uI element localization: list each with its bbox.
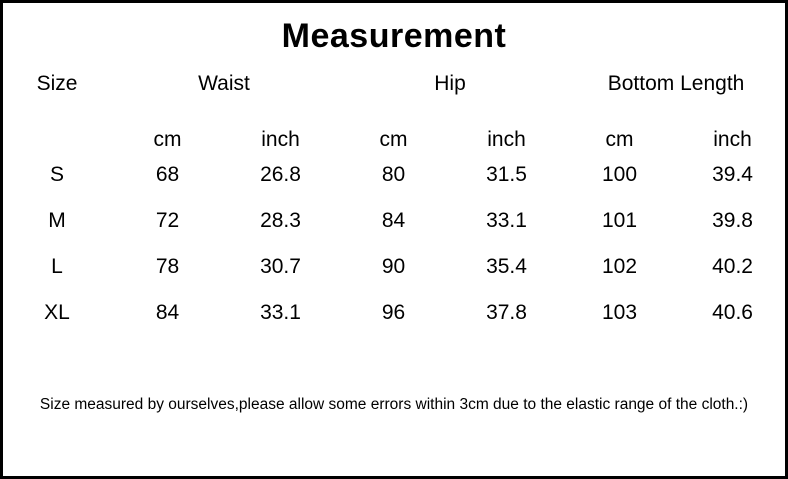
- measurement-footnote: Size measured by ourselves,please allow some errors within 3cm due to the elastic range of the cloth.:): [39, 395, 749, 413]
- cell-length-inch: 40.6: [712, 301, 753, 324]
- unit-spacer: [3, 108, 111, 152]
- cell-length-inch: 39.4: [712, 163, 753, 186]
- cell-hip-cm: 80: [381, 163, 406, 186]
- column-header-bottom-length: Bottom Length: [607, 72, 745, 95]
- cell-waist-inch: 30.7: [260, 255, 301, 278]
- unit-hip-cm: cm: [379, 128, 408, 151]
- cell-hip-cm: 96: [381, 301, 406, 324]
- measurement-table: [3, 60, 788, 336]
- cell-waist-inch: 33.1: [260, 301, 301, 324]
- cell-hip-inch: 33.1: [486, 209, 527, 232]
- unit-waist-cm: cm: [153, 128, 182, 151]
- table-row: [3, 290, 788, 336]
- cell-hip-cm: 90: [381, 255, 406, 278]
- cell-waist-cm: 68: [155, 163, 180, 186]
- cell-waist-cm: 72: [155, 209, 180, 232]
- table-header-groups: [3, 60, 788, 108]
- unit-length-inch: inch: [713, 128, 752, 151]
- cell-size: S: [49, 163, 64, 186]
- column-header-waist: Waist: [198, 72, 250, 95]
- cell-waist-inch: 26.8: [260, 163, 301, 186]
- unit-length-cm: cm: [605, 128, 634, 151]
- cell-hip-inch: 31.5: [486, 163, 527, 186]
- table-row: [3, 198, 788, 244]
- cell-waist-cm: 78: [155, 255, 180, 278]
- cell-length-inch: 40.2: [712, 255, 753, 278]
- cell-length-cm: 102: [602, 255, 638, 278]
- table-row: [3, 152, 788, 198]
- unit-hip-inch: inch: [487, 128, 526, 151]
- cell-length-cm: 100: [602, 163, 638, 186]
- cell-hip-inch: 35.4: [486, 255, 527, 278]
- page-title: Measurement: [281, 17, 507, 55]
- unit-waist-inch: inch: [261, 128, 300, 151]
- cell-length-cm: 103: [602, 301, 638, 324]
- cell-length-inch: 39.8: [712, 209, 753, 232]
- cell-size: XL: [44, 301, 70, 324]
- table-row: [3, 244, 788, 290]
- cell-waist-cm: 84: [155, 301, 180, 324]
- cell-size: L: [51, 255, 63, 278]
- column-header-size: Size: [36, 72, 78, 95]
- cell-hip-inch: 37.8: [486, 301, 527, 324]
- cell-waist-inch: 28.3: [260, 209, 301, 232]
- cell-length-cm: 101: [602, 209, 638, 232]
- table-header-units: [3, 108, 788, 152]
- cell-size: M: [48, 209, 66, 232]
- column-header-hip: Hip: [434, 72, 466, 95]
- cell-hip-cm: 84: [381, 209, 406, 232]
